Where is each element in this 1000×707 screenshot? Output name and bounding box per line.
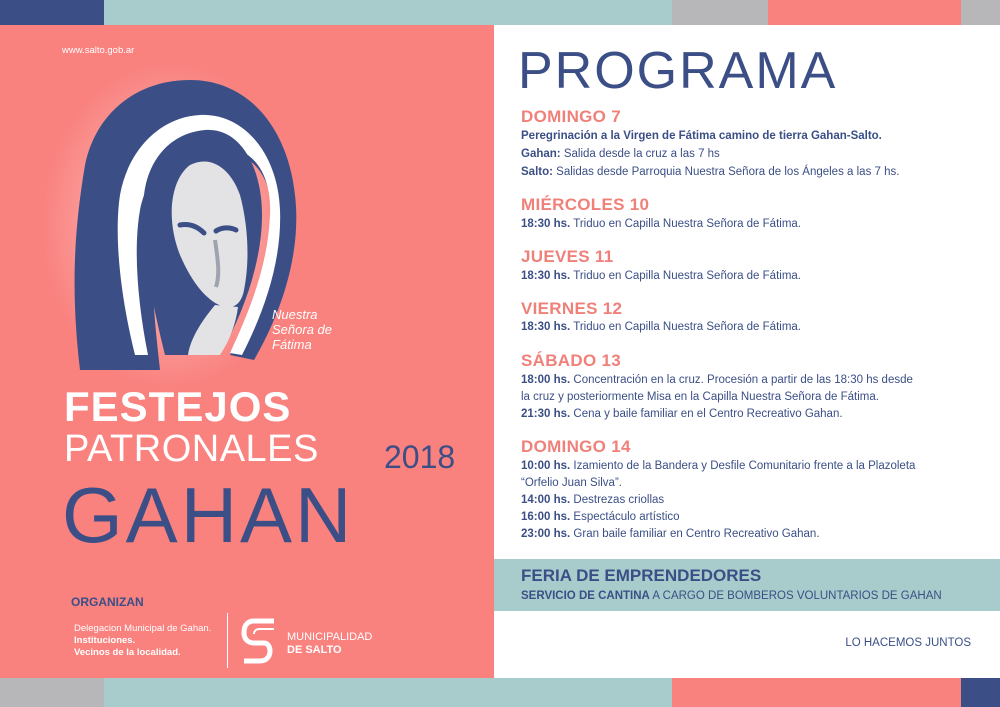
schedule-line: Peregrinación a la Virgen de Fátima camino de tierra Gahan-Salto. (521, 130, 882, 142)
day-heading: JUEVES 11 (521, 247, 614, 266)
schedule-line: la cruz y posteriormente Misa en la Capilla Nuestra Señora de Fátima. (521, 391, 879, 403)
caption-line: Señora de (272, 322, 332, 337)
organizer-line: Vecinos de la localidad. (74, 647, 181, 658)
stripe-segment-salmon (768, 0, 961, 25)
caption-line: Fátima (272, 337, 312, 352)
schedule-line: 18:30 hs. Triduo en Capilla Nuestra Señora de Fátima. (521, 270, 801, 282)
day-heading: DOMINGO 14 (521, 437, 631, 456)
left-panel (0, 25, 494, 678)
footer-slogan: LO HACEMOS JUNTOS (845, 637, 971, 649)
municipalidad-logo-text (287, 631, 372, 657)
feria-subtitle: SERVICIO DE CANTINA A CARGO DE BOMBEROS VOLUNTARIOS DE GAHAN (521, 590, 942, 602)
schedule-line: 18:00 hs. Concentración en la cruz. Procesión a partir de las 18:30 hs desde (521, 374, 913, 386)
schedule-line: 10:00 hs. Izamiento de la Bandera y Desfile Comunitario frente a la Plazoleta (521, 460, 916, 472)
feria-banner (494, 559, 1000, 611)
organizers-list (74, 623, 211, 659)
day-heading: SÁBADO 13 (521, 351, 622, 370)
schedule-line: “Orfelio Juan Silva”. (521, 477, 622, 489)
organizer-line: Delegacion Municipal de Gahan. (74, 623, 212, 634)
feria-title: FERIA DE EMPRENDEDORES (521, 566, 762, 585)
schedule-line: 18:30 hs. Triduo en Capilla Nuestra Señora de Fátima. (521, 321, 801, 333)
site-url: www.salto.gob.ar (62, 45, 135, 56)
logo-line: DE SALTO (287, 644, 342, 656)
day-heading: VIERNES 12 (521, 299, 623, 318)
schedule-line: 14:00 hs. Destrezas criollas (521, 494, 665, 506)
schedule-line: Gahan: Salida desde la cruz a las 7 hs (521, 148, 720, 160)
organizers-heading: ORGANIZAN (71, 595, 144, 609)
day-heading: MIÉRCOLES 10 (521, 195, 650, 214)
title-patronales: PATRONALES (64, 428, 319, 470)
program-heading: PROGRAMA (518, 42, 838, 100)
divider (227, 613, 228, 668)
schedule-line: 21:30 hs. Cena y baile familiar en el Centro Recreativo Gahan. (521, 408, 843, 420)
schedule-line: 16:00 hs. Espectáculo artístico (521, 511, 680, 523)
virgin-mary-illustration (40, 55, 300, 395)
title-festejos: FESTEJOS (64, 383, 292, 430)
municipalidad-logo-icon (240, 617, 278, 667)
stripe-segment-teal (104, 0, 672, 25)
organizer-line: Instituciones. (74, 635, 136, 646)
stripe-segment-salmon (672, 678, 961, 707)
virgin-caption (272, 307, 332, 352)
stripe-segment-navy (961, 678, 1000, 707)
caption-line: Nuestra (272, 307, 318, 322)
schedule-line: 23:00 hs. Gran baile familiar en Centro Recreativo Gahan. (521, 528, 820, 540)
stripe-segment-gray (672, 0, 768, 25)
title-year: 2018 (384, 439, 456, 475)
stripe-segment-navy (0, 0, 104, 25)
stripe-segment-gray (0, 678, 104, 707)
logo-line: MUNICIPALIDAD (287, 631, 373, 643)
title-town: GAHAN (62, 471, 355, 559)
schedule-line: Salto: Salidas desde Parroquia Nuestra Señora de los Ángeles a las 7 hs. (521, 166, 900, 178)
stripe-segment-teal (104, 678, 672, 707)
day-heading: DOMINGO 7 (521, 107, 621, 126)
stripe-segment-gray (961, 0, 1000, 25)
schedule-line: 18:30 hs. Triduo en Capilla Nuestra Señora de Fátima. (521, 218, 801, 230)
right-panel (494, 25, 1000, 678)
